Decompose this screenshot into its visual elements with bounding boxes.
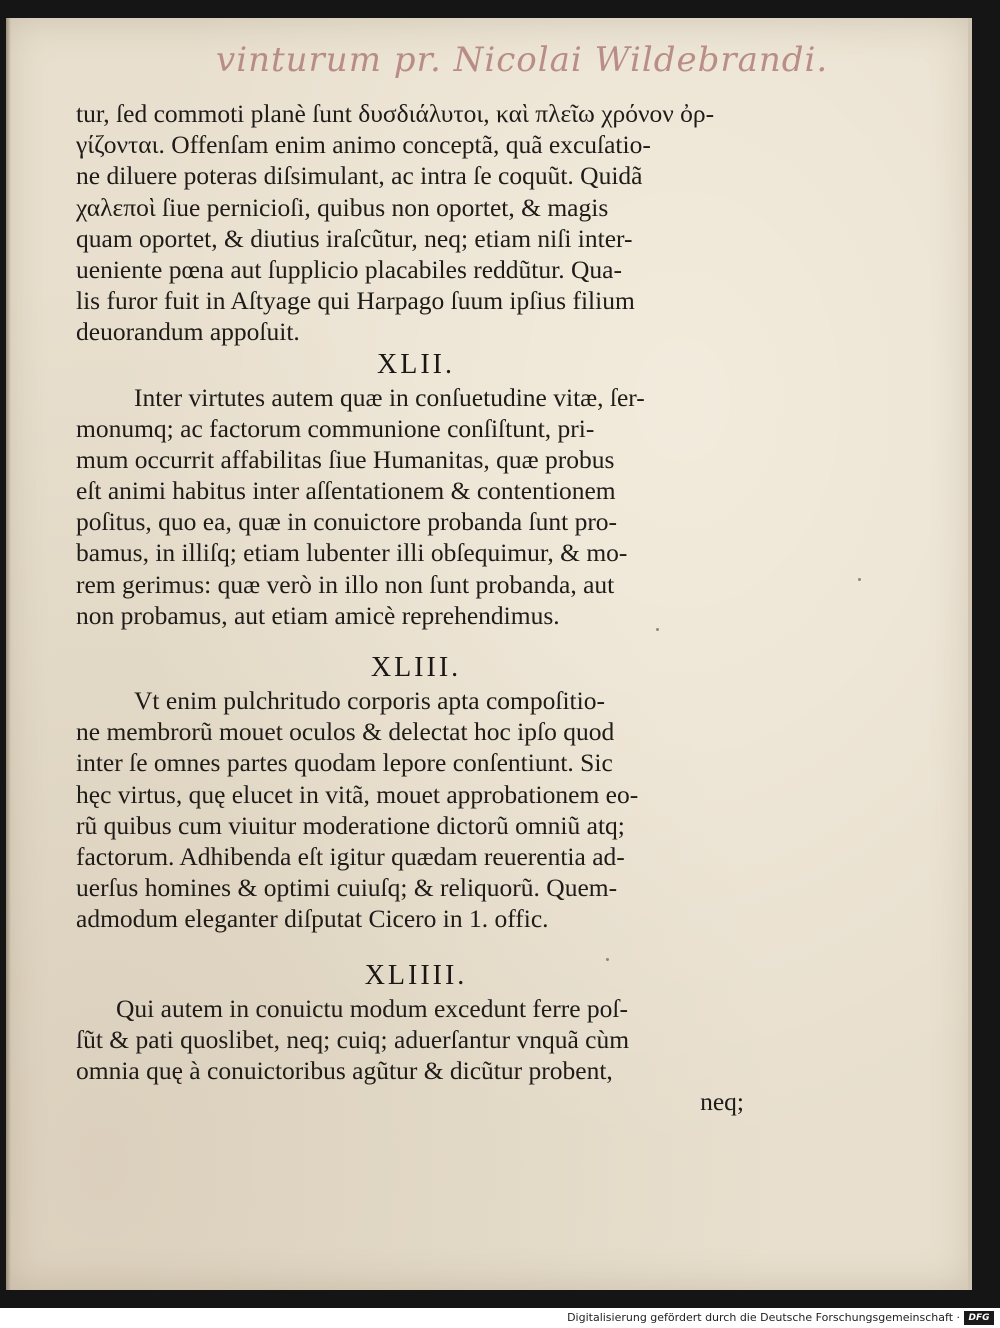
text-line: factorum. Adhibenda eſt igitur quædam reuerentia ad- [76,841,625,871]
section-heading-42: XLII. [377,348,455,380]
paper-speck [606,958,609,961]
text-line: Inter virtutes autem quæ in conſuetudine vitæ, ſer- [134,382,645,412]
text-line: ſũt & pati quoslibet, neq; cuiq; aduerſantur vnquã cùm [76,1024,630,1054]
text-line: poſitus, quo ea, quæ in conuictore probanda ſunt pro- [76,507,618,537]
text-line: monumq; ac factorum communione conſiſtunt, pri- [76,413,595,443]
text-line: ne membrorũ mouet oculos & delectat hoc ipſo quod [76,717,615,747]
section-heading-44: XLIIII. [364,959,468,991]
text-line: bamus, in illiſq; etiam lubenter illi obſequimur, & mo- [76,538,628,568]
dfg-logo: DFG [964,1311,994,1325]
text-line: tur, ſed commoti planè ſunt δυσδιάλυτοι, καὶ πλεῖω χρόνον ὀρ- [76,99,715,128]
text-line: ueniente pœna aut ſupplicio placabiles reddũtur. Qua- [76,254,622,284]
section-heading-43: XLIII. [370,652,462,683]
text-line: ne diluere poteras diſsimulant, ac intra ſe coquũt. Quidã [76,161,643,191]
text-line: quam oportet, & diutius iraſcũtur, neq; etiam niſi inter- [76,223,633,253]
text-line: uerſus homines & optimi cuiuſq; & reliquorũ. Quem- [76,873,618,903]
catchword: neq; [700,1087,744,1117]
text-line: Qui autem in conuictu modum excedunt ferre poſ- [116,993,628,1023]
text-line: γίζονται. Offenſam enim animo conceptã, quã excuſatio- [76,130,651,160]
paragraph-43 [76,685,756,935]
handwritten-ownership-note: vinturum pr. Nicolai Wildebrandi. [216,40,829,80]
paper-speck [656,628,659,631]
page-gutter-shadow [6,18,11,1290]
text-line: omnia quę à conuictoribus agũtur & dicũtur probent, [76,1055,613,1085]
text-line: Vt enim pulchritudo corporis apta compoſitio- [134,686,605,715]
paragraph-42 [76,382,756,632]
page-text [76,98,756,1117]
text-line: mum occurrit affabilitas ſiue Humanitas, quæ probus [76,444,615,474]
footer-bar [0,1308,1000,1328]
text-line: non probamus, aut etiam amicè reprehendimus. [76,600,560,630]
text-line: admodum eleganter diſputat Cicero in 1. offic. [76,904,549,934]
book-page [6,18,972,1290]
text-line: hęc virtus, quę elucet in vitã, mouet approbationem eo- [76,779,639,809]
text-line: eſt animi habitus inter aſſentationem & contentionem [76,476,616,506]
page-edge [968,18,972,1290]
text-line: rem gerimus: quæ verò in illo non ſunt probanda, aut [76,569,615,599]
paragraph-continuation [76,98,756,348]
text-line: χαλεποὶ ſiue pernicioſi, quibus non oportet, & magis [76,192,609,222]
text-line: rũ quibus cum viuitur moderatione dictorũ omniũ atq; [76,810,625,840]
text-line: inter ſe omnes partes quodam lepore conſentiunt. Sic [76,748,613,778]
paper-speck [858,578,861,581]
paragraph-44 [76,993,756,1087]
text-line: deuorandum appoſuit. [76,317,300,347]
text-line: lis furor fuit in Aſtyage qui Harpago ſuum ipſius filium [76,286,635,316]
funding-credit: Digitalisierung gefördert durch die Deutsche Forschungsgemeinschaft · [567,1311,960,1324]
